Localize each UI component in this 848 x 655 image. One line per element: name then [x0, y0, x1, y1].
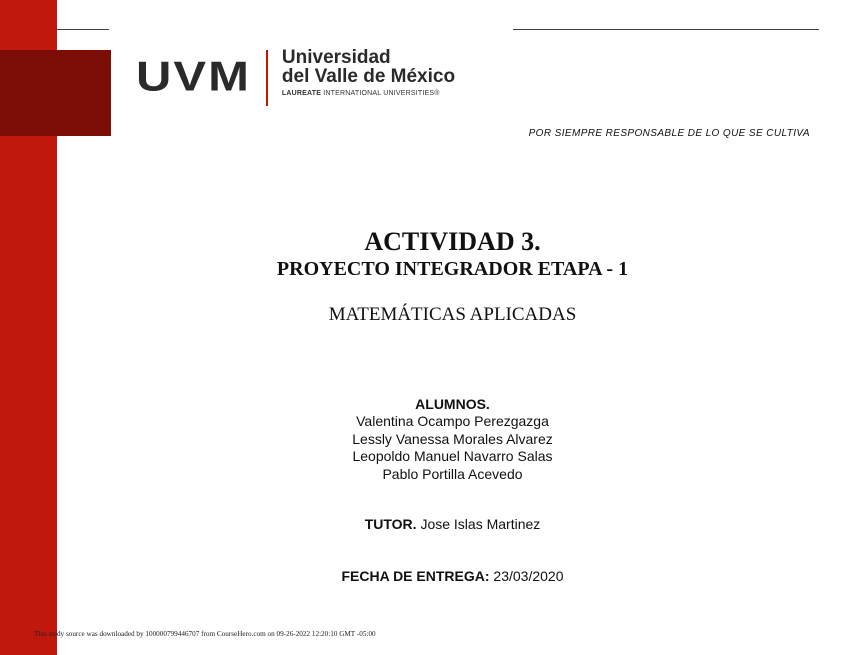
logo-divider — [266, 50, 268, 106]
logo-sub-bold: LAUREATE — [281, 90, 322, 97]
tutor-name: Jose Islas Martinez — [420, 516, 541, 532]
dark-red-block — [0, 50, 111, 136]
student-name: Pablo Portilla Acevedo — [382, 465, 523, 482]
slogan: POR SIEMPRE RESPONSABLE DE LO QUE SE CULTIVA — [528, 128, 810, 139]
student-name: Valentina Ocampo Perezgazga — [356, 413, 549, 429]
logo-name-line2: del Valle de México — [281, 66, 456, 87]
university-logo — [136, 48, 455, 108]
tutor-line — [57, 516, 848, 532]
download-footer: This study source was downloaded by 100000799446707 from CourseHero.com on 09-26-2022 12:20:10 GMT -05:00 — [34, 630, 376, 638]
due-date-line — [57, 568, 848, 584]
tutor-label: TUTOR. — [364, 516, 417, 532]
logo-sub-rest: INTERNATIONAL UNIVERSITIES® — [323, 90, 440, 97]
students-heading: ALUMNOS. — [415, 396, 490, 412]
logo-subtitle — [282, 90, 455, 97]
students-list — [57, 413, 848, 483]
due-date-value: 23/03/2020 — [493, 568, 564, 584]
due-date-label: FECHA DE ENTREGA: — [341, 568, 490, 584]
logo-text — [282, 48, 455, 97]
logo-mark: UVM — [136, 53, 251, 100]
subject-name: MATEMÁTICAS APLICADAS — [328, 304, 577, 325]
activity-title: ACTIVIDAD 3. — [364, 227, 541, 256]
activity-subtitle: PROYECTO INTEGRADOR ETAPA - 1 — [276, 258, 629, 280]
top-rule-right — [513, 29, 819, 30]
logo-name-line1: Universidad — [281, 47, 391, 68]
student-name: Leopoldo Manuel Navarro Salas — [352, 448, 553, 464]
top-rule-left — [57, 29, 109, 30]
student-name: Lessly Vanessa Morales Alvarez — [352, 430, 553, 447]
